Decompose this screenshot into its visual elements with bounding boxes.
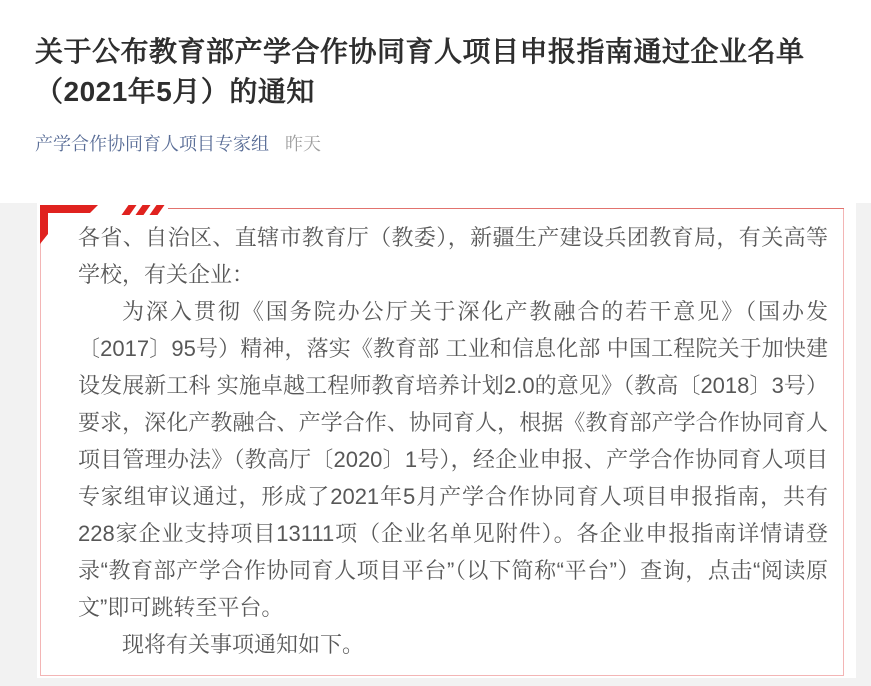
content-section — [0, 203, 871, 686]
notice-top-line — [168, 208, 844, 209]
notice-card — [37, 203, 856, 678]
notice-body — [78, 219, 828, 663]
paragraph-salutation: 各省、自治区、直辖市教育厅（教委），新疆生产建设兵团教育局，有关高等学校，有关企业： — [78, 225, 828, 287]
corner-bracket-icon — [40, 205, 98, 213]
triple-slash-icon — [125, 205, 161, 215]
publish-date: 昨天 — [285, 134, 322, 154]
paragraph-main: 为深入贯彻《国务院办公厅关于深化产教融合的若干意见》（国办发〔2017〕95号）精神，落实《教育部 工业和信息化部 中国工程院关于加快建设发展新工科 实施卓越工程师教育培养计划2.0的意见》（教高〔2018〕3号）要求，深化产教融合、产学合作、协同育人，根据《教育部产学合作协同育人项目管理办法》（教高厅〔2020〕1号），经企业申报、产学合作协同育人项目专家组审议通过，形成了2021年5月产学合作协同育人项目申报指南，共有228家企业支持项目13111项（企业名单见附件）。各企业申报指南详情请登录“教育部产学合作协同育人项目平台”（以下简称“平台”）查询，点击“阅读原文”即可跳转至平台。 — [78, 299, 828, 620]
slash-icon — [121, 205, 136, 215]
article-title: 关于公布教育部产学合作协同育人项目申报指南通过企业名单（2021年5月）的通知 — [35, 36, 805, 107]
article-header — [35, 32, 840, 156]
author-link[interactable]: 产学合作协同育人项目专家组 — [35, 134, 269, 154]
paragraph-closing: 现将有关事项通知如下。 — [122, 632, 365, 657]
slash-icon — [135, 205, 150, 215]
byline — [35, 132, 840, 156]
